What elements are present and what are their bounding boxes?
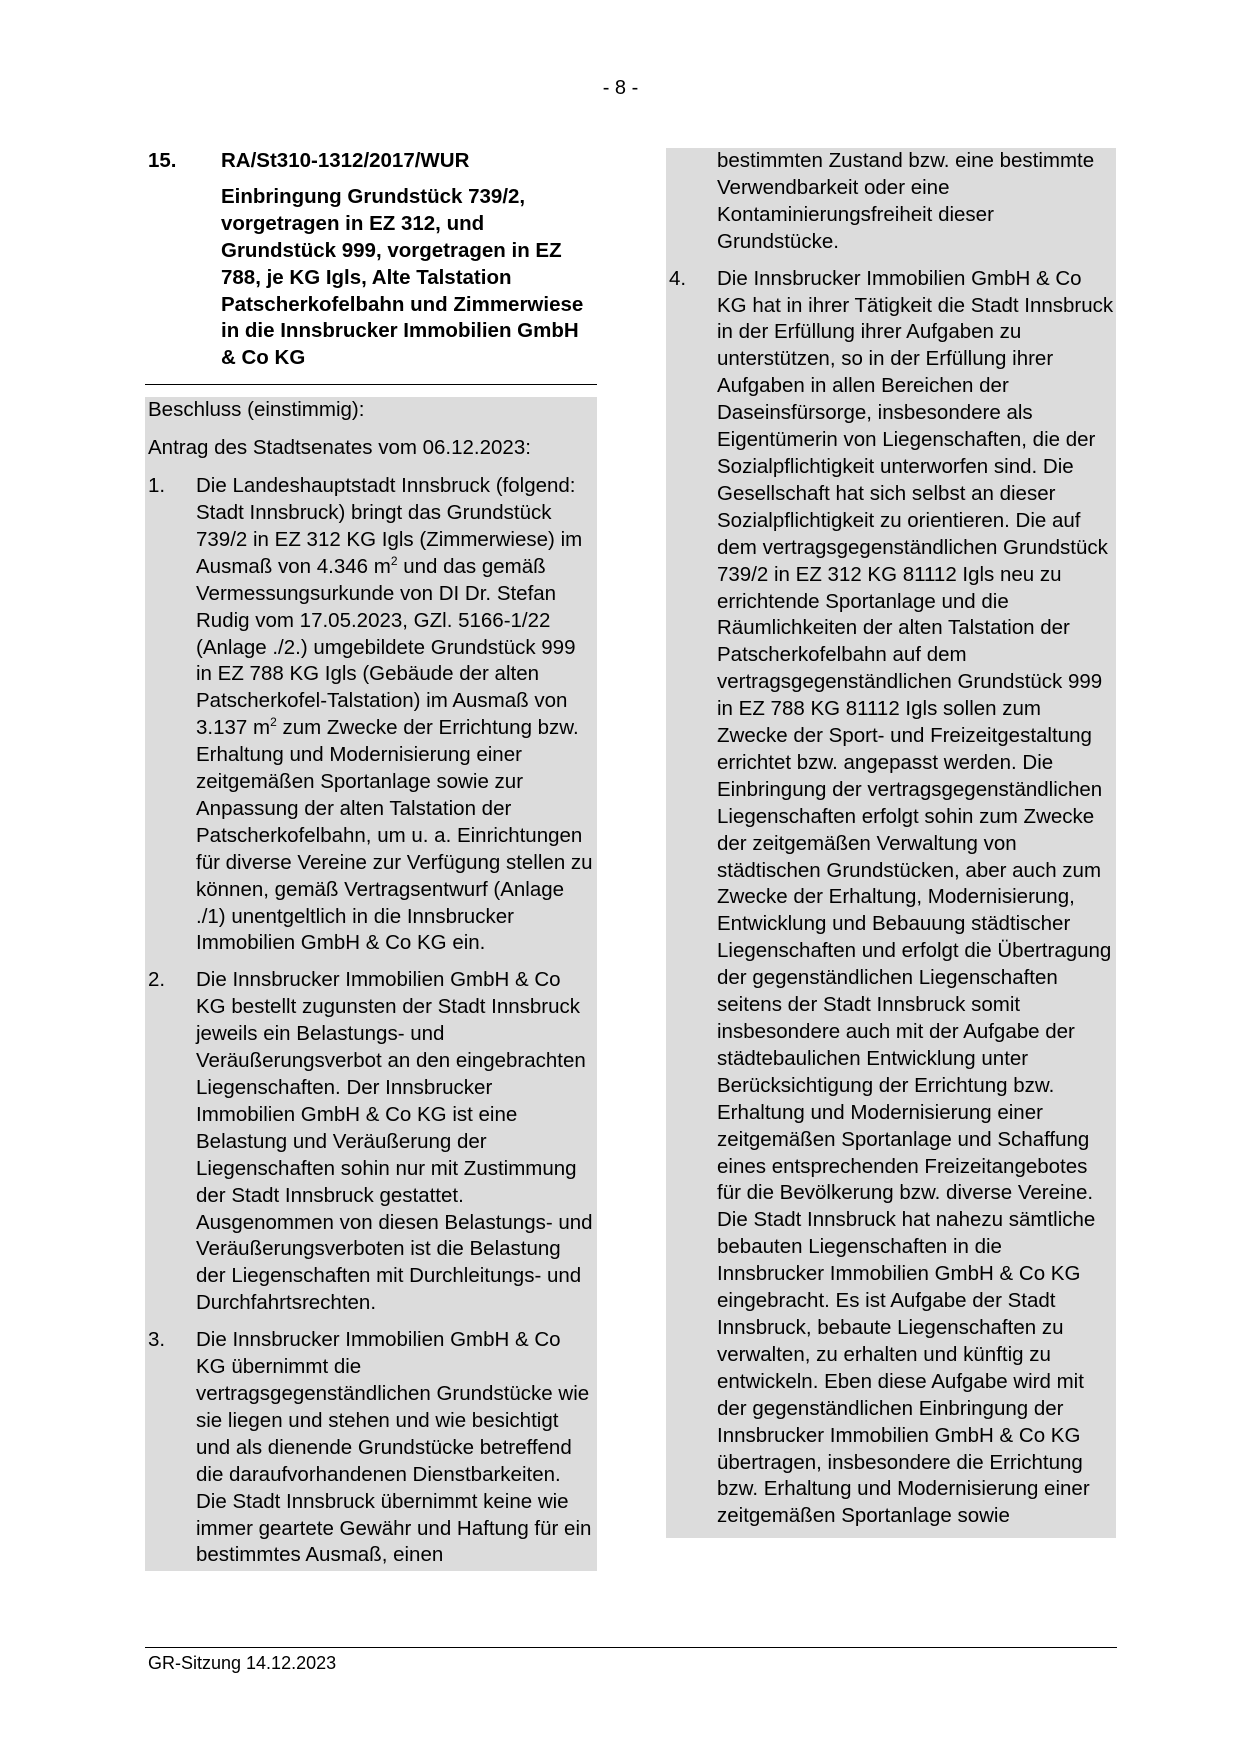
footer-text: GR-Sitzung 14.12.2023 xyxy=(148,1653,337,1673)
agenda-number: 15. xyxy=(148,149,177,172)
agenda-title: Einbringung Grundstück 739/2, vorgetragen in EZ 312, und Grundstück 999, vorgetragen in EZ 788, je KG Igls, Alte Talstation Patscherkofelbahn und Zimmerwiese in die Innsbrucker Immobilien GmbH & Co KG xyxy=(221,184,584,370)
list-item-text: Die Innsbrucker Immobilien GmbH & Co KG hat in ihrer Tätigkeit die Stadt Innsbruck in der Erfüllung ihrer Aufgaben zu unterstützen, so in der Erfüllung ihrer Aufgaben in allen Bereichen der Daseinsfürsorge, insbesondere als Eigentümerin von Liegenschaften, die der Sozialpflichtigkeit unterworfen sind. Die Gesellschaft hat sich selbst an dieser Sozialpflichtigkeit zu orientieren. Die auf dem vertragsgegenständlichen Grundstück 739/2 in EZ 312 KG 81112 Igls neu zu errichtende Sportanlage und die Räumlichkeiten der alten Talstation der Patscherkofelbahn auf dem vertragsgegenständlichen Grundstück 999 in EZ 788 KG 81112 Igls sollen zum Zwecke der Sport- und Freizeitgestaltung errichtet bzw. angepasst werden. Die Einbringung der vertragsgegenständlichen Liegenschaften erfolgt sohin zum Zwecke der zeitgemäßen Verwaltung von städtischen Grundstücken, aber auch zum Zwecke der Erhaltung, Modernisierung, Entwicklung und Bebauung städtischer Liegenschaften und erfolgt die Übertragung der gegenständlichen Liegenschaften seitens der Stadt Innsbruck somit insbesondere auch mit der Aufgabe der städtebaulichen Entwicklung unter Berücksichtigung der Errichtung bzw. Erhaltung und Modernisierung einer zeitgemäßen Sportanlage und Schaffung eines entsprechenden Freizeitangebotes für die Bevölkerung bzw. diverse Vereine. Die Stadt Innsbruck hat nahezu sämtliche bebauten Liegenschaften in die Innsbrucker Immobilien GmbH & Co KG eingebracht. Es ist Aufgabe der Stadt Innsbruck, bebaute Liegenschaften zu verwalten, zu erhalten und künftig zu entwickeln. Eben diese Aufgabe wird mit der gegenständlichen Einbringung der Innsbrucker Immobilien GmbH & Co KG übertragen, insbesondere die Errichtung bzw. Erhaltung und Modernisierung einer zeitgemäßen Sportanlage sowie xyxy=(717,266,1114,1528)
list-item-2 xyxy=(148,967,595,1317)
footer-divider xyxy=(145,1647,1117,1648)
motion-text: Antrag des Stadtsenates vom 06.12.2023: xyxy=(148,436,531,460)
list-item-1 xyxy=(148,473,595,957)
continuation-block xyxy=(666,148,1116,1538)
list-item-text: Die Innsbrucker Immobilien GmbH & Co KG übernimmt die vertragsgegenständlichen Grundstücke wie sie liegen und stehen und wie besichtigt und als dienende Grundstücke betreffend die daraufvorhandenen Dienstbarkeiten. Die Stadt Innsbruck übernimmt keine wie immer geartete Gewähr und Haftung für ein bestimmtes Ausmaß, einen xyxy=(196,1328,592,1567)
list-item-number: 3. xyxy=(148,1328,166,1352)
page-number: - 8 - xyxy=(602,77,639,99)
list-item-text: Die Landeshauptstadt Innsbruck (folgend: Stadt Innsbruck) bringt das Grundstück 739/2 in EZ 312 KG Igls (Zimmerwiese) im Ausmaß von 4.346 $m^2$ und das gemäß Vermessungsurkunde von DI Dr. Stefan Rudig vom 17.05.2023, GZl. 5166-1/22 (Anlage ./2.) umgebildete Grundstück 999 in EZ 788 KG Igls (Gebäude der alten Patscherkofel-Talstation) im Ausmaß von 3.137 $m^2$ zum Zwecke der Errichtung bzw. Erhaltung und Modernisierung einer zeitgemäßen Sportanlage sowie zur Anpassung der alten Talstation der Patscherkofelbahn, um u. a. Einrichtungen für diverse Vereine zur Verfügung stellen zu können, gemäß Vertragsentwurf (Anlage ./1) unentgeltlich in die Innsbrucker Immobilien GmbH & Co KG ein. xyxy=(196,474,593,955)
superscript-2: 2 xyxy=(390,553,398,568)
list-item-3-continuation: bestimmten Zustand bzw. eine bestimmte Verwendbarkeit oder eine Kontaminierungsfreiheit dieser Grundstücke. xyxy=(717,149,1095,253)
list-item-number: 2. xyxy=(148,968,166,992)
list-item-text: Die Innsbrucker Immobilien GmbH & Co KG bestellt zugunsten der Stadt Innsbruck jeweils ein Belastungs- und Veräußerungsverbot an den eingebrachten Liegenschaften. Der Innsbrucker Immobilien GmbH & Co KG ist eine Belastung und Veräußerung der Liegenschaften sohin nur mit Zustimmung der Stadt Innsbruck gestattet. Ausgenommen von diesen Belastungs- und Veräußerungsverboten ist die Belastung der Liegenschaften mit Durchleitungs- und Durchfahrtsrechten. xyxy=(196,968,593,1315)
list-item-number: 1. xyxy=(148,474,166,498)
left-column xyxy=(145,148,597,1571)
superscript-2: 2 xyxy=(270,715,277,730)
agenda-heading xyxy=(145,148,597,385)
resolution-block xyxy=(145,397,597,1571)
agenda-reference: RA/St310-1312/2017/WUR xyxy=(221,149,470,172)
list-item-4 xyxy=(669,266,1114,1531)
right-column xyxy=(666,148,1116,1538)
list-item-number: 4. xyxy=(669,266,687,290)
resolution-text: Beschluss (einstimmig): xyxy=(148,398,365,422)
list-item-3 xyxy=(148,1327,595,1569)
